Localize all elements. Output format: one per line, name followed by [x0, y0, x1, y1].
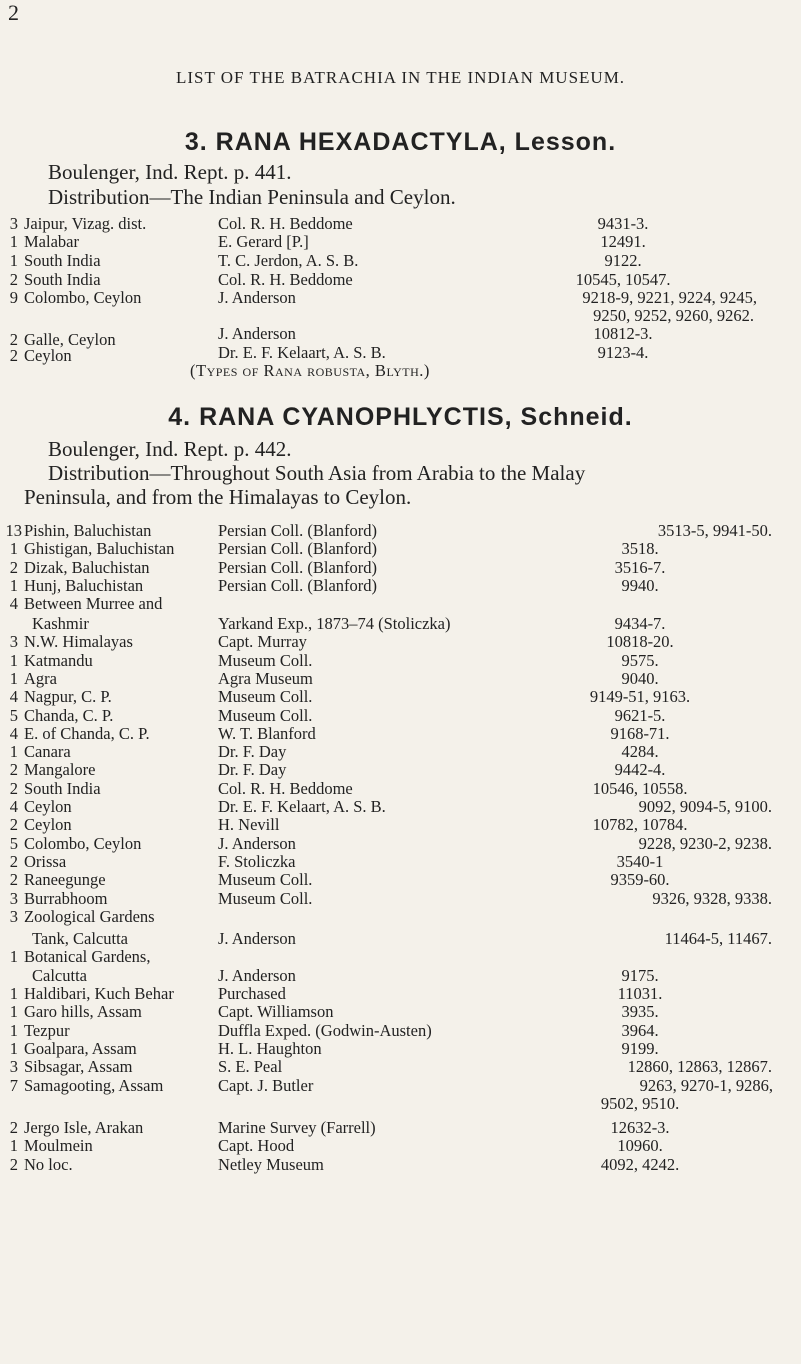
table-row — [0, 815, 801, 834]
specimen-count: 2 — [9, 815, 18, 835]
specimen-regno: 9621-5. — [614, 705, 666, 725]
species-number: 4. — [168, 403, 192, 431]
specimen-count: 4 — [9, 797, 18, 816]
specimen-collector: Persian Coll. (Blanford) — [218, 557, 378, 577]
specimen-collector: Dr. F. Day — [218, 742, 287, 762]
specimen-regno: 12632-3. — [610, 1118, 670, 1138]
specimen-locality: Tezpur — [24, 1020, 70, 1040]
specimen-regno: 11031. — [617, 984, 663, 1003]
specimen-collector: F. Stoliczka — [218, 851, 296, 871]
specimen-collector: Dr. F. Day — [218, 760, 287, 780]
table-row — [0, 870, 801, 889]
table-row — [0, 724, 801, 743]
specimen-regno: 3964. — [621, 1020, 659, 1040]
species-authority: Schneid. — [520, 403, 633, 431]
specimen-locality: Moulmein — [24, 1136, 93, 1156]
specimen-locality: No loc. — [24, 1154, 73, 1174]
specimen-regno: 4092, 4242. — [600, 1154, 680, 1174]
specimen-count: 4 — [9, 687, 18, 707]
reference: Boulenger, Ind. Rept. p. 441. — [48, 160, 292, 184]
specimen-locality: Zoological Gardens — [24, 906, 155, 926]
types-note: (Types of Rana robusta, Blyth.) — [190, 361, 430, 380]
specimen-collector: J. Anderson — [218, 965, 296, 985]
table-row — [0, 521, 801, 540]
species-authority: Lesson. — [514, 128, 617, 156]
table-row: 9 Colombo, Ceylon J. Anderson 9218-9, 9221, 9224, 9245, — [9, 288, 757, 307]
table-row — [0, 614, 801, 633]
table-row: 2 Ceylon Dr. E. F. Kelaart, A. S. B. 9123-4. — [9, 343, 649, 365]
species-heading-3 — [0, 128, 801, 157]
distribution-continued: Peninsula, and from the Himalayas to Ceylon. — [24, 485, 412, 509]
specimen-count: 1 — [9, 1038, 18, 1058]
table-row: 2 Galle, Ceylon J. Anderson 10812-3. — [9, 324, 653, 349]
specimen-collector: J. Anderson — [218, 929, 296, 949]
specimen-regno: 9502, 9510. — [600, 1093, 680, 1113]
species-name: RANA CYANOPHLYCTIS, — [199, 403, 513, 431]
table-row — [0, 594, 801, 613]
table-row — [0, 966, 801, 985]
specimen-collector: H. L. Haughton — [218, 1038, 322, 1058]
specimen-regno: 3935. — [621, 1002, 659, 1022]
distribution: Distribution—Throughout South Asia from Arabia to the Malay — [48, 461, 586, 485]
table-row — [0, 929, 801, 948]
specimen-count: 3 — [9, 1057, 18, 1077]
specimen-count: 13 — [5, 521, 22, 540]
specimen-regno: 3540-1 — [616, 851, 664, 871]
specimen-count: 1 — [9, 539, 18, 559]
specimen-count: 2 — [9, 851, 18, 871]
specimen-locality: Raneegunge — [24, 870, 106, 890]
specimen-locality: Botanical Gardens, — [24, 947, 151, 967]
table-row — [0, 742, 801, 761]
specimen-collector: Museum Coll. — [218, 687, 313, 707]
specimen-regno: 9040. — [621, 668, 659, 688]
specimen-count: 1 — [9, 984, 18, 1003]
specimen-collector: Agra Museum — [218, 668, 313, 688]
table-row — [0, 889, 801, 908]
table-row — [0, 1039, 801, 1058]
specimen-locality: Chanda, C. P. — [24, 705, 114, 725]
specimen-regno: 9326, 9328, 9338. — [652, 888, 772, 908]
specimen-locality: Katmandu — [24, 650, 93, 670]
species-number: 3. — [184, 128, 208, 156]
specimen-locality: Ceylon — [24, 815, 72, 835]
specimen-collector: Capt. Murray — [218, 632, 307, 652]
specimen-regno: 9175. — [621, 965, 659, 985]
specimen-count: 2 — [9, 1154, 18, 1174]
specimen-regno: 9228, 9230-2, 9238. — [638, 833, 772, 853]
specimen-locality: E. of Chanda, C. P. — [24, 723, 150, 743]
specimen-locality: Colombo, Ceylon — [24, 833, 142, 853]
specimen-locality: Hunj, Baluchistan — [24, 575, 144, 595]
specimen-count: 3 — [9, 888, 18, 908]
specimen-count: 1 — [9, 1136, 18, 1156]
specimen-locality: Pishin, Baluchistan — [24, 521, 152, 540]
specimen-count: 1 — [9, 1020, 18, 1040]
specimen-count: 3 — [9, 906, 18, 926]
species-heading-4 — [0, 403, 801, 432]
specimen-collector: S. E. Peal — [218, 1057, 283, 1077]
specimen-count: 1 — [9, 1002, 18, 1022]
specimen-count: 7 — [9, 1075, 18, 1095]
specimen-count: 4 — [9, 723, 18, 743]
table-row — [0, 1021, 801, 1040]
specimen-locality: Canara — [24, 742, 71, 762]
specimen-count: 3 — [9, 632, 18, 652]
table-row — [0, 651, 801, 670]
specimen-regno: 3513-5, 9941-50. — [657, 521, 772, 540]
specimen-collector: Museum Coll. — [218, 705, 313, 725]
specimen-collector: Dr. E. F. Kelaart, A. S. B. — [218, 797, 386, 816]
specimen-regno: 9940. — [621, 575, 659, 595]
table-row: 1 South India T. C. Jerdon, A. S. B. 9122. — [9, 251, 642, 270]
table-row: 1 Malabar E. Gerard [P.] 12491. — [9, 232, 646, 251]
specimen-collector: Capt. Williamson — [218, 1002, 334, 1022]
table-row — [0, 632, 801, 651]
page-number: 2 — [8, 0, 19, 25]
specimen-count: 2 — [9, 778, 18, 798]
specimen-locality: Garo hills, Assam — [24, 1002, 142, 1022]
table-row — [0, 1136, 801, 1155]
species-name: RANA HEXADACTYLA, — [215, 128, 507, 156]
running-header: LIST OF THE BATRACHIA IN THE INDIAN MUSEUM. — [175, 68, 626, 87]
specimen-locality: South India — [24, 778, 101, 798]
table-row — [0, 1094, 801, 1113]
specimen-regno: 9575. — [621, 650, 659, 670]
specimen-locality: Samagooting, Assam — [24, 1075, 164, 1095]
specimen-count: 2 — [9, 557, 18, 577]
specimen-regno: 3518. — [621, 539, 659, 559]
table-row — [0, 947, 801, 966]
specimen-collector: Persian Coll. (Blanford) — [218, 539, 378, 559]
specimen-regno: 10960. — [617, 1136, 663, 1156]
specimen-count: 2 — [9, 870, 18, 890]
table-row: 3 Jaipur, Vizag. dist. Col. R. H. Beddome 9431-3. — [9, 214, 649, 233]
table-row — [0, 1155, 801, 1174]
specimen-count: 1 — [9, 947, 18, 967]
specimen-locality: Goalpara, Assam — [24, 1038, 137, 1058]
table-row — [0, 1118, 801, 1137]
specimen-locality: Between Murree and — [24, 594, 163, 614]
table-row — [0, 1057, 801, 1076]
table-row — [0, 984, 801, 1003]
table-row — [0, 779, 801, 798]
specimen-count: 1 — [9, 650, 18, 670]
specimen-collector: J. Anderson — [218, 833, 296, 853]
specimen-locality: Burrabhoom — [24, 888, 108, 908]
specimen-count: 1 — [9, 575, 18, 595]
specimen-count: 4 — [9, 594, 18, 614]
table-row — [0, 669, 801, 688]
table-row — [0, 760, 801, 779]
specimen-locality: Jergo Isle, Arakan — [24, 1118, 144, 1138]
specimen-collector: H. Nevill — [218, 815, 280, 835]
specimen-regno: 4284. — [621, 742, 659, 762]
distribution: Distribution—The Indian Peninsula and Ceylon. — [48, 185, 456, 209]
specimen-regno: 9442-4. — [614, 760, 666, 780]
specimen-collector: Museum Coll. — [218, 888, 313, 908]
specimen-locality: Calcutta — [32, 965, 87, 985]
specimen-count: 5 — [9, 833, 18, 853]
specimen-collector: Capt. J. Butler — [218, 1075, 314, 1095]
specimen-count: 1 — [9, 668, 18, 688]
specimen-locality: Nagpur, C. P. — [24, 687, 112, 707]
specimen-collector: Duffla Exped. (Godwin-Austen) — [218, 1020, 432, 1040]
specimen-collector: Persian Coll. (Blanford) — [218, 575, 378, 595]
table-row: 9250, 9252, 9260, 9262. — [593, 306, 754, 325]
specimen-count: 5 — [9, 705, 18, 725]
specimen-regno: 9149-51, 9163. — [589, 687, 691, 707]
specimen-collector: Museum Coll. — [218, 870, 313, 890]
specimen-collector: Col. R. H. Beddome — [218, 778, 353, 798]
specimen-collector: Marine Survey (Farrell) — [218, 1118, 376, 1138]
table-row — [0, 907, 801, 926]
specimen-locality: N.W. Himalayas — [24, 632, 133, 652]
table-row — [0, 706, 801, 725]
specimen-regno: 10782, 10784. — [592, 815, 688, 835]
table-row — [0, 576, 801, 595]
table-row: 2 South India Col. R. H. Beddome 10545, 10547. — [9, 270, 671, 289]
table-row — [0, 539, 801, 558]
specimen-collector: Museum Coll. — [218, 650, 313, 670]
specimen-locality: Ceylon — [24, 797, 72, 816]
specimen-locality: Orissa — [24, 851, 67, 871]
specimen-collector: Purchased — [218, 984, 286, 1003]
specimen-regno: 10546, 10558. — [592, 778, 688, 798]
specimen-collector: Persian Coll. (Blanford) — [218, 521, 378, 540]
reference: Boulenger, Ind. Rept. p. 442. — [48, 437, 292, 461]
table-row — [0, 1002, 801, 1021]
specimen-locality: Sibsagar, Assam — [24, 1057, 133, 1077]
specimen-locality: Dizak, Baluchistan — [24, 557, 150, 577]
specimen-collector: Capt. Hood — [218, 1136, 295, 1156]
specimen-collector: W. T. Blanford — [218, 723, 316, 743]
specimen-regno: 9168-71. — [610, 723, 670, 743]
specimen-regno: 10818-20. — [606, 632, 674, 652]
table-row — [0, 852, 801, 871]
specimen-collector: Netley Museum — [218, 1154, 324, 1174]
specimen-collector: Yarkand Exp., 1873–74 (Stoliczka) — [218, 614, 451, 633]
table-row — [0, 797, 801, 816]
specimen-regno: 11464-5, 11467. — [664, 929, 772, 949]
specimen-locality: Agra — [24, 668, 57, 688]
specimen-regno: 3516-7. — [614, 557, 666, 577]
specimen-regno: 9199. — [621, 1038, 659, 1058]
specimen-regno: 9092, 9094-5, 9100. — [638, 797, 772, 816]
table-row — [0, 558, 801, 577]
specimen-locality: Haldibari, Kuch Behar — [24, 984, 174, 1003]
specimen-regno: 9263, 9270-1, 9286, — [639, 1075, 773, 1095]
specimen-count: 2 — [9, 1118, 18, 1138]
specimen-regno: 12860, 12863, 12867. — [627, 1057, 772, 1077]
specimen-count: 1 — [9, 742, 18, 762]
specimen-regno: 9434-7. — [614, 614, 666, 633]
specimen-regno: 9359-60. — [610, 870, 670, 890]
table-row — [0, 1076, 801, 1095]
specimen-count: 2 — [9, 760, 18, 780]
specimen-locality: Tank, Calcutta — [32, 929, 128, 949]
table-row — [0, 834, 801, 853]
table-row — [0, 687, 801, 706]
specimen-locality: Ghistigan, Baluchistan — [24, 539, 175, 559]
specimen-locality: Mangalore — [24, 760, 96, 780]
specimen-locality: Kashmir — [32, 614, 89, 633]
